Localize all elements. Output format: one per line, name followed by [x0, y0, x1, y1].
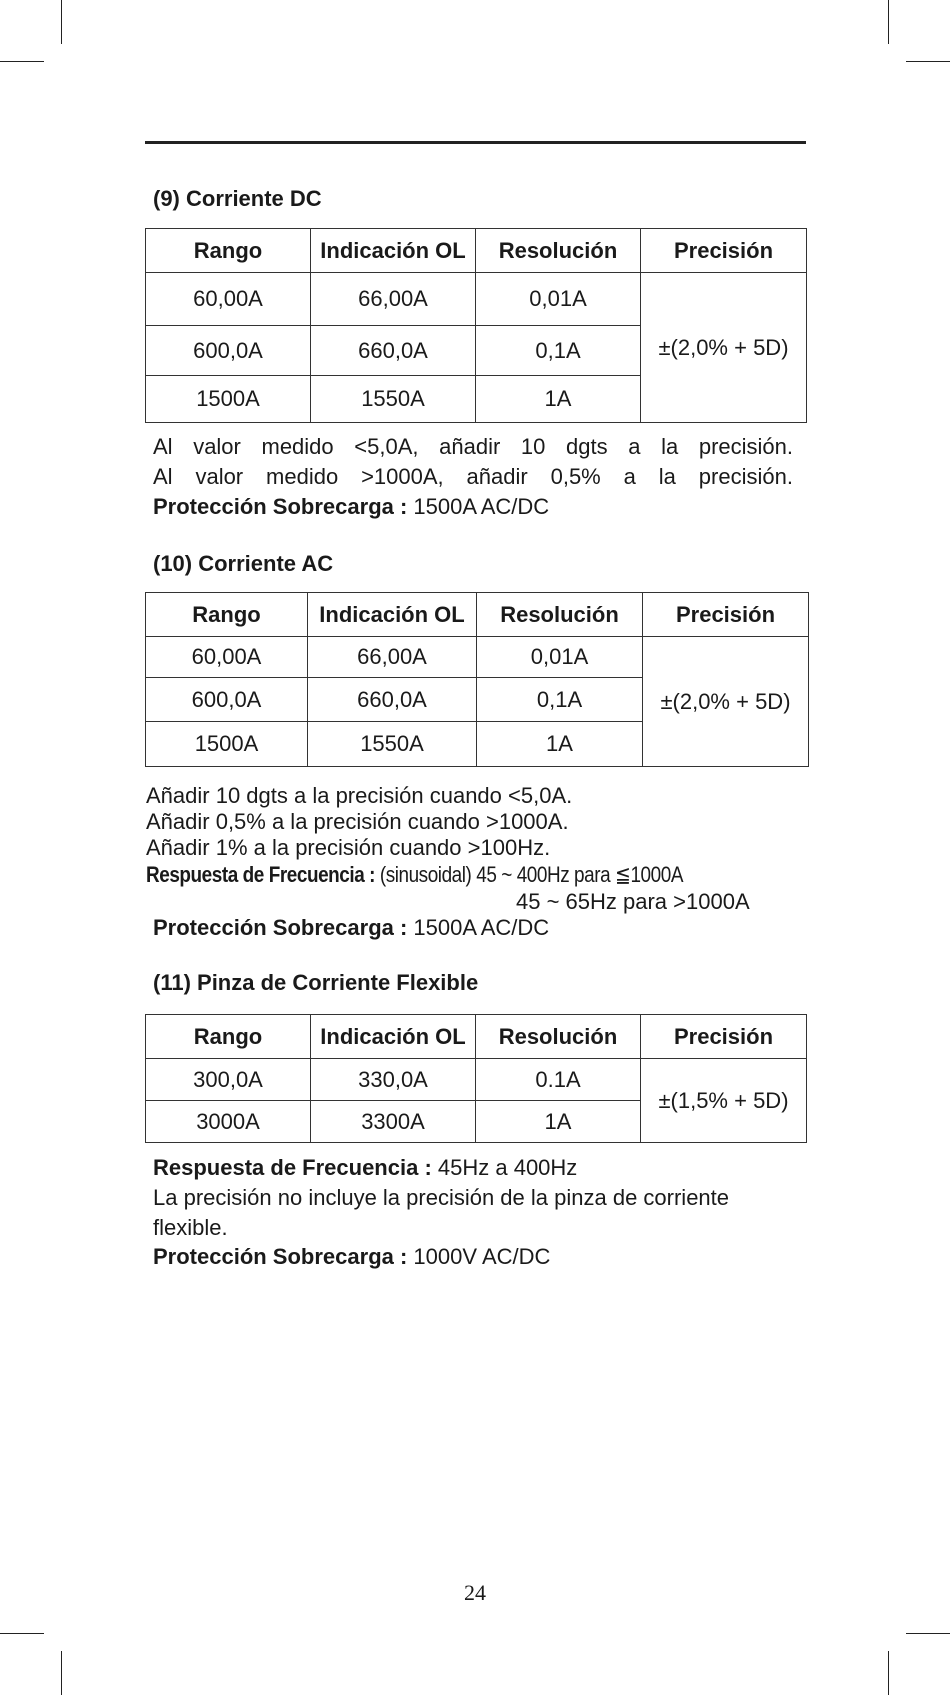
cell-ol: 3300A	[311, 1101, 476, 1143]
column-header: Rango	[146, 593, 308, 637]
section-title: (10) Corriente AC	[153, 551, 334, 576]
spec-table-dc	[145, 228, 807, 423]
header-rule	[145, 141, 806, 144]
note-line: La precisión no incluye la precisión de la pinza de corriente	[153, 1185, 730, 1210]
cell-resolution: 0,1A	[477, 678, 643, 722]
note-line: Al valor medido <5,0A, añadir 10 dgts a la precisión.	[153, 434, 793, 459]
cell-range: 600,0A	[146, 326, 311, 376]
column-header: Indicación OL	[308, 593, 477, 637]
frequency-response: Respuesta de Frecuencia : 45Hz a 400Hz	[153, 1155, 578, 1180]
column-header: Resolución	[476, 229, 641, 273]
cell-range: 600,0A	[146, 678, 308, 722]
crop-mark	[906, 61, 950, 62]
cell-resolution: 1A	[476, 1101, 641, 1143]
spec-table-flex	[145, 1014, 807, 1143]
cell-precision: ±(2,0% + 5D)	[641, 273, 807, 423]
frequency-response: Respuesta de Frecuencia : (sinusoidal) 45 ~ 400Hz para ≦1000A	[146, 862, 684, 887]
crop-mark	[0, 1633, 44, 1634]
note-line: flexible.	[153, 1215, 228, 1240]
note-line: Añadir 0,5% a la precisión cuando >1000A.	[146, 809, 569, 834]
crop-mark	[888, 1651, 889, 1695]
note-line: Al valor medido >1000A, añadir 0,5% a la precisión.	[153, 464, 793, 489]
cell-resolution: 0,01A	[477, 637, 643, 678]
crop-mark	[0, 61, 44, 62]
spec-table-ac	[145, 592, 809, 767]
column-header: Resolución	[476, 1015, 641, 1059]
crop-mark	[61, 0, 62, 44]
cell-ol: 660,0A	[308, 678, 477, 722]
cell-range: 300,0A	[146, 1059, 311, 1101]
column-header: Precisión	[643, 593, 809, 637]
cell-ol: 66,00A	[311, 273, 476, 326]
crop-mark	[888, 0, 889, 44]
cell-resolution: 1A	[476, 376, 641, 423]
cell-precision: ±(2,0% + 5D)	[643, 637, 809, 767]
frequency-response-line2: 45 ~ 65Hz para >1000A	[516, 889, 750, 914]
overload-protection: Protección Sobrecarga : 1000V AC/DC	[153, 1244, 551, 1269]
note-line: Añadir 1% a la precisión cuando >100Hz.	[146, 835, 551, 860]
page-number: 24	[464, 1580, 486, 1605]
column-header: Rango	[146, 1015, 311, 1059]
note-line: Añadir 10 dgts a la precisión cuando <5,0A.	[146, 783, 573, 808]
section-title: (11) Pinza de Corriente Flexible	[153, 970, 479, 995]
section-title: (9) Corriente DC	[153, 186, 322, 211]
column-header: Resolución	[477, 593, 643, 637]
cell-resolution: 0,1A	[476, 326, 641, 376]
overload-protection: Protección Sobrecarga : 1500A AC/DC	[153, 494, 550, 519]
cell-precision: ±(1,5% + 5D)	[641, 1059, 807, 1143]
cell-resolution: 1A	[477, 722, 643, 767]
cell-ol: 1550A	[311, 376, 476, 423]
cell-range: 60,00A	[146, 273, 311, 326]
crop-mark	[61, 1651, 62, 1695]
column-header: Precisión	[641, 229, 807, 273]
column-header: Precisión	[641, 1015, 807, 1059]
cell-resolution: 0,01A	[476, 273, 641, 326]
cell-resolution: 0.1A	[476, 1059, 641, 1101]
cell-ol: 1550A	[308, 722, 477, 767]
column-header: Indicación OL	[311, 229, 476, 273]
cell-range: 60,00A	[146, 637, 308, 678]
cell-range: 1500A	[146, 722, 308, 767]
overload-protection: Protección Sobrecarga : 1500A AC/DC	[153, 915, 550, 940]
column-header: Rango	[146, 229, 311, 273]
cell-ol: 66,00A	[308, 637, 477, 678]
cell-range: 3000A	[146, 1101, 311, 1143]
cell-ol: 660,0A	[311, 326, 476, 376]
column-header: Indicación OL	[311, 1015, 476, 1059]
cell-range: 1500A	[146, 376, 311, 423]
crop-mark	[906, 1633, 950, 1634]
cell-ol: 330,0A	[311, 1059, 476, 1101]
